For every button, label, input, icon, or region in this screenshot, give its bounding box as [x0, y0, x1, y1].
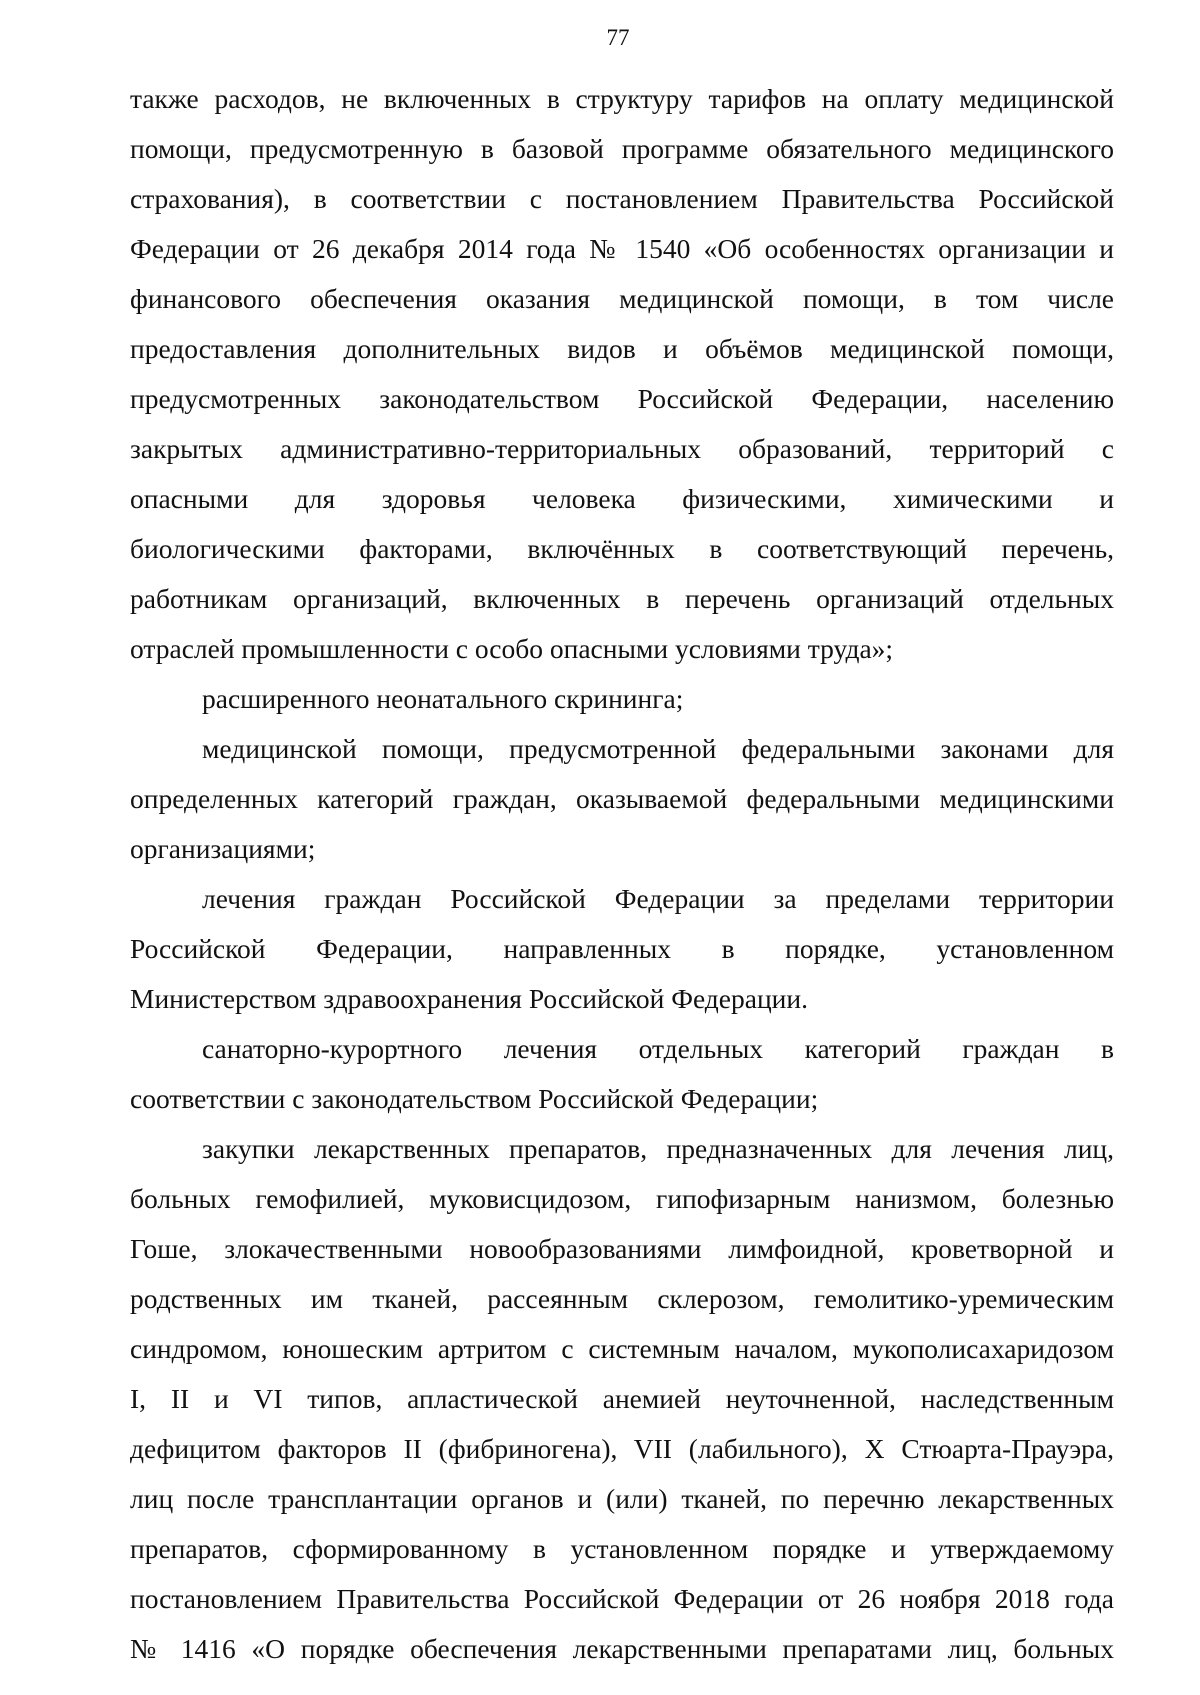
text-line: биологическими факторами, включённых в соответствующий перечень, [130, 533, 1114, 564]
text-line: расширенного неонатального скрининга; [202, 683, 684, 714]
text-line: лиц после трансплантации органов и (или) тканей, по перечню лекарственных [130, 1483, 1114, 1514]
body-text [130, 74, 1114, 1674]
text-line: медицинской помощи, предусмотренной федеральными законами для [202, 733, 1114, 764]
text-line: финансового обеспечения оказания медицинской помощи, в том числе [130, 283, 1114, 314]
text-line: Министерством здравоохранения Российской Федерации. [130, 983, 808, 1014]
text-line: определенных категорий граждан, оказываемой федеральными медицинскими [130, 783, 1114, 814]
text-line: отраслей промышленности с особо опасными условиями труда»; [130, 633, 894, 664]
text-line: препаратов, сформированному в установленном порядке и утверждаемому [130, 1533, 1114, 1564]
text-line: I, II и VI типов, апластической анемией неуточненной, наследственным [130, 1383, 1114, 1414]
text-line: дефицитом факторов II (фибриногена), VII (лабильного), X Стюарта-Прауэра, [130, 1433, 1114, 1464]
text-line: постановлением Правительства Российской Федерации от 26 ноября 2018 года [130, 1583, 1114, 1614]
text-line: опасными для здоровья человека физическими, химическими и [130, 483, 1114, 514]
text-line: помощи, предусмотренную в базовой программе обязательного медицинского [130, 133, 1114, 164]
text-line: работникам организаций, включенных в перечень организаций отдельных [130, 583, 1114, 614]
text-line: санаторно-курортного лечения отдельных категорий граждан в [202, 1033, 1114, 1064]
text-line: № 1416 «О порядке обеспечения лекарственными препаратами лиц, больных [130, 1633, 1114, 1664]
text-line: организациями; [130, 833, 316, 864]
text-line: Гоше, злокачественными новообразованиями лимфоидной, кроветворной и [130, 1233, 1114, 1264]
text-line: Федерации от 26 декабря 2014 года № 1540 «Об особенностях организации и [130, 233, 1114, 264]
text-line: предоставления дополнительных видов и объёмов медицинской помощи, [130, 333, 1114, 364]
text-line: предусмотренных законодательством Российской Федерации, населению [130, 383, 1114, 414]
text-line: также расходов, не включенных в структуру тарифов на оплату медицинской [130, 83, 1114, 114]
text-line: страхования), в соответствии с постановлением Правительства Российской [130, 183, 1114, 214]
text-line: лечения граждан Российской Федерации за пределами территории [202, 883, 1114, 914]
text-line: соответствии с законодательством Российской Федерации; [130, 1083, 819, 1114]
text-line: синдромом, юношеским артритом с системным началом, мукополисахаридозом [130, 1333, 1114, 1364]
text-line: закрытых административно-территориальных образований, территорий с [130, 433, 1114, 464]
text-line: больных гемофилией, муковисцидозом, гипофизарным нанизмом, болезнью [130, 1183, 1114, 1214]
text-line: Российской Федерации, направленных в порядке, установленном [130, 933, 1114, 964]
text-line: родственных им тканей, рассеянным склерозом, гемолитико-уремическим [130, 1283, 1114, 1314]
page-number: 77 [606, 25, 630, 50]
text-line: закупки лекарственных препаратов, предназначенных для лечения лиц, [202, 1133, 1114, 1164]
